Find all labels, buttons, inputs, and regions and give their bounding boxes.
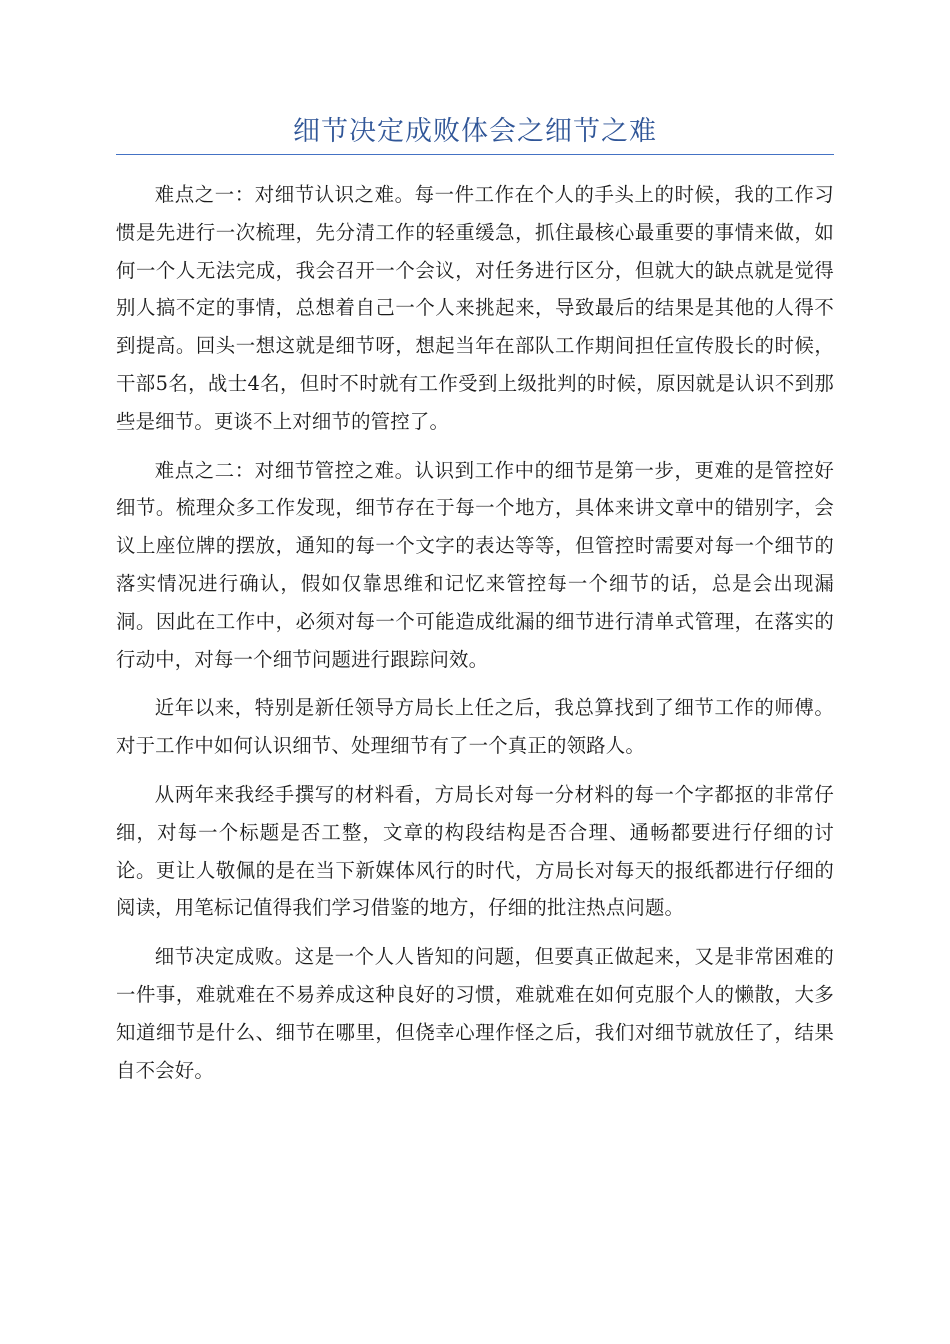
document-body <box>116 176 834 1100</box>
paragraph: 细节决定成败。这是一个人人皆知的问题，但要真正做起来，又是非常困难的一件事，难就难在不易养成这种良好的习惯，难就难在如何克服个人的懒散，大多知道细节是什么、细节在哪里，但侥幸心理作怪之后，我们对细节就放任了，结果自不会好。 <box>116 945 834 1082</box>
paragraph: 近年以来，特别是新任领导方局长上任之后，我总算找到了细节工作的师傅。对于工作中如何认识细节、处理细节有了一个真正的领路人。 <box>116 696 834 758</box>
document-title: 细节决定成败体会之细节之难 <box>293 116 657 147</box>
title-underline <box>116 154 834 155</box>
paragraph: 难点之一：对细节认识之难。每一件工作在个人的手头上的时候，我的工作习惯是先进行一次梳理，先分清工作的轻重缓急，抓住最核心最重要的事情来做，如何一个人无法完成，我会召开一个会议，对任务进行区分，但就大的缺点就是觉得别人搞不定的事情，总想着自己一个人来挑起来，导致最后的结果是其他的人得不到提高。回头一想这就是细节呀，想起当年在部队工作期间担任宣传股长的时候，干部5名，战士4名，但时不时就有工作受到上级批判的时候，原因就是认识不到那些是细节。更谈不上对细节的管控了。 <box>116 183 834 433</box>
paragraph: 从两年来我经手撰写的材料看，方局长对每一分材料的每一个字都抠的非常仔细，对每一个标题是否工整，文章的构段结构是否合理、通畅都要进行仔细的讨论。更让人敬佩的是在当下新媒体风行的时代，方局长对每天的报纸都进行仔细的阅读，用笔标记值得我们学习借鉴的地方，仔细的批注热点问题。 <box>116 782 834 920</box>
paragraph: 难点之二：对细节管控之难。认识到工作中的细节是第一步，更难的是管控好细节。梳理众多工作发现，细节存在于每一个地方，具体来讲文章中的错别字，会议上座位牌的摆放，通知的每一个文字的表达等等，但管控时需要对每一个细节的落实情况进行确认，假如仅靠思维和记忆来管控每一个细节的话，总是会出现漏洞。因此在工作中，必须对每一个可能造成纰漏的细节进行清单式管理，在落实的行动中，对每一个细节问题进行跟踪问效。 <box>116 458 834 671</box>
